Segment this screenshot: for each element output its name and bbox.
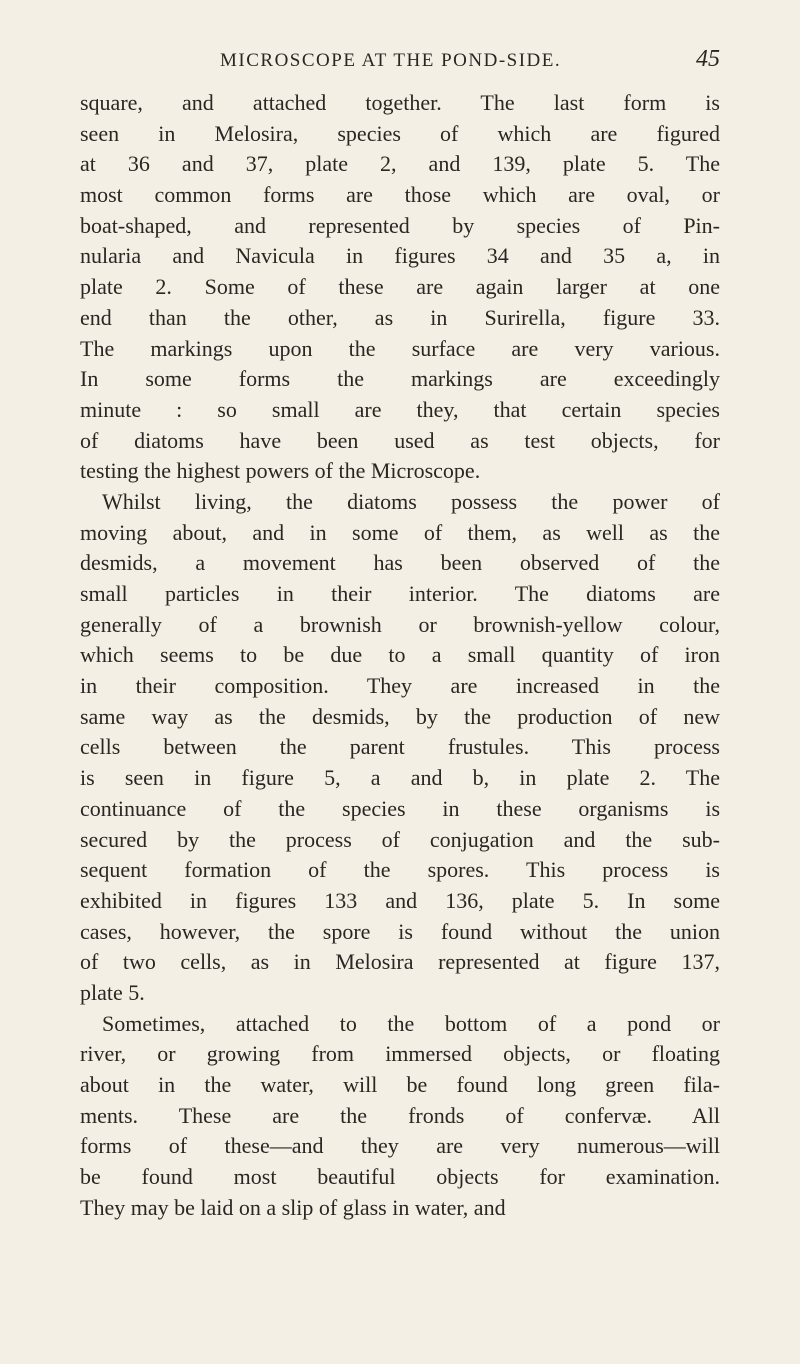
text-line: minute : so small are they, that certain species — [80, 396, 720, 422]
text-line: small particles in their interior. The diatoms are — [80, 581, 720, 606]
text-line: generally of a brownish or brownish-yellow colour, — [80, 611, 720, 637]
text-line: in their composition. They are increased in the — [80, 673, 720, 699]
text-line: seen in Melosira, species of which are figured — [80, 120, 720, 146]
text-line: Whilst living, the diatoms possess the power of — [102, 488, 720, 514]
text-line: testing the highest powers of the Microscope. — [80, 458, 481, 484]
text-line: of diatoms have been used as test objects, for — [80, 427, 720, 453]
text-line: square, and attached together. The last form is — [80, 90, 720, 115]
text-line: at 36 and 37, plate 2, and 139, plate 5. The — [80, 151, 720, 177]
text-line: continuance of the species in these organisms is — [80, 795, 720, 821]
text-line: plate 2. Some of these are again larger at one — [80, 274, 720, 300]
text-line: same way as the desmids, by the production of new — [80, 703, 720, 729]
text-line: cases, however, the spore is found without the union — [80, 918, 720, 944]
text-line: desmids, a movement has been observed of the — [80, 550, 720, 576]
text-line: of two cells, as in Melosira represented at figure 137, — [80, 949, 720, 975]
text-line: The markings upon the surface are very various. — [80, 335, 720, 361]
text-line: nularia and Navicula in figures 34 and 35 a, in — [80, 243, 720, 269]
text-line: cells between the parent frustules. This process — [80, 734, 720, 760]
text-line: about in the water, will be found long green fila- — [80, 1072, 720, 1097]
text-line: most common forms are those which are oval, or — [80, 182, 720, 208]
running-head — [80, 46, 720, 84]
text-line: is seen in figure 5, a and b, in plate 2. The — [80, 765, 720, 791]
text-line: Sometimes, attached to the bottom of a pond or — [102, 1010, 720, 1036]
text-line: ments. These are the fronds of confervæ. All — [80, 1102, 720, 1128]
text-line: boat-shaped, and represented by species of Pin- — [80, 212, 720, 238]
text-line: end than the other, as in Surirella, figure 33. — [80, 304, 720, 330]
running-title: MICROSCOPE AT THE POND-SIDE. — [220, 50, 562, 71]
text-line: which seems to be due to a small quantity of iron — [80, 642, 720, 668]
text-line: plate 5. — [80, 979, 145, 1005]
text-line: forms of these—and they are very numerous—will — [80, 1133, 720, 1159]
page-number: 45 — [696, 46, 720, 72]
text-line: secured by the process of conjugation and the sub- — [80, 826, 720, 852]
text-line: be found most beautiful objects for examination. — [80, 1164, 720, 1190]
text-line: river, or growing from immersed objects, or floating — [80, 1041, 720, 1067]
text-line: moving about, and in some of them, as well as the — [80, 519, 720, 545]
text-line: They may be laid on a slip of glass in water, and — [80, 1194, 506, 1220]
body-text — [80, 88, 720, 1223]
text-line: sequent formation of the spores. This process is — [80, 857, 720, 883]
text-line: exhibited in figures 133 and 136, plate 5. In some — [80, 887, 720, 913]
text-line: In some forms the markings are exceedingly — [80, 366, 720, 392]
